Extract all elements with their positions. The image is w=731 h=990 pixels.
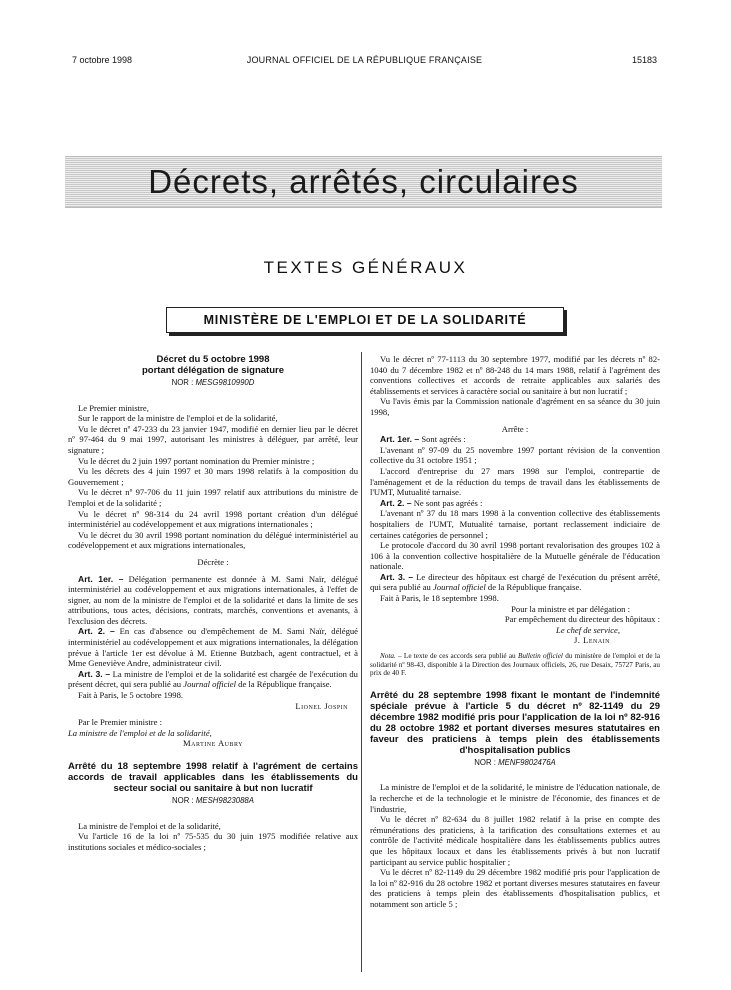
arrete1-article-3: Art. 3. – Le directeur des hôpitaux est chargé de l'exécution du présent arrêté, qui sera publié au Journal officiel de la République française. xyxy=(370,571,660,593)
decret-intro: Le Premier ministre, xyxy=(78,402,149,413)
arrete2-visa: Vu le décret nº 82-1149 du 29 décembre 1982 modifié pris pour l'application de la loi nº 82-916 du 28 octobre 1982 et portant diverses mesures statutaires en faveur des praticiens à temps plein des établissements d'hospitalisation publics, et notamment son article 5 ; xyxy=(370,867,660,909)
arrete1-arrete: Arrête : xyxy=(501,423,529,434)
decret-decrete: Décrète : xyxy=(197,556,229,567)
header-journal-title: JOURNAL OFFICIEL DE LA RÉPUBLIQUE FRANÇAISE xyxy=(246,55,483,65)
arrete1-chef: Le chef de service, xyxy=(556,624,620,635)
decret-visa: Vu les décrets des 4 juin 1997 et 30 mars 1998 relatifs à la composition du Gouvernement ; xyxy=(68,466,358,487)
arrete1-title: Arrêté du 18 septembre 1998 relatif à l'agrément de certains accords de travail applicables dans les établissements du secteur social ou sanitaire à but non lucratif xyxy=(68,761,358,794)
arrete1-article-1: Art. 1er. – Sont agréés : xyxy=(380,434,466,445)
arrete1-chef-name: J. Lenain xyxy=(573,635,610,646)
arrete1-nota: Nota. – Le texte de ces accords sera publié au Bulletin officiel du ministère de l'emploi et de la solidarité nº 98-43, disponible à la Direction des Journaux officiels, 26, rue Desaix, 75727 Paris, au prix de 40 F. xyxy=(370,652,661,678)
column-divider xyxy=(361,352,362,972)
decret-article-1: Art. 1er. – Délégation permanente est donnée à M. Sami Naïr, délégué interministériel au codéveloppement et aux migrations internationales, à l'effet de signer, au nom de la ministre de l'emploi et de la solidarité et dans la limite de ses attributions, tous actes, décisions, contrats, marchés, conventions et avenants, à l'exclusion des décrets. xyxy=(68,573,358,626)
arrete2-title: Arrêté du 28 septembre 1998 fixant le montant de l'indemnité spéciale prévue à l'article 5 du décret nº 82-1149 du 29 décembre 1982 modifié pris pour l'application de la loi nº 82-916 du 28 octobre 1982 et portant diverses mesures statutaires en faveur des praticiens à temps plein des établissements d'hospitalisation publics xyxy=(370,689,660,756)
decret-visa: Vu le décret du 30 avril 1998 portant nomination du délégué interministériel au codéveloppement et aux migrations internationales, xyxy=(68,529,358,551)
header-page-number: 15183 xyxy=(631,55,657,65)
header-date: 7 octobre 1998 xyxy=(72,55,133,65)
decret-article-3: Art. 3. – La ministre de l'emploi et de la solidarité est chargée de l'exécution du présent décret, qui sera publié au Journal officiel de la République française. xyxy=(68,668,358,690)
ministry-title: MINISTÈRE DE L'EMPLOI ET DE LA SOLIDARITÉ xyxy=(203,313,527,327)
decret-visa: Vu le décret nº 98-314 du 24 avril 1998 portant création d'un délégué interministériel au codéveloppement et aux migrations internationales ; xyxy=(68,508,358,530)
arrete2-nor: NOR : MENF9802476A xyxy=(474,757,556,767)
ministry-box xyxy=(166,307,564,333)
decret-article-2: Art. 2. – En cas d'absence ou d'empêchement de M. Sami Naïr, délégué interministériel au codéveloppement et aux migrations internationales, la délégation prévue à l'article 1er est dévolue à M. Etienne Butzbach, agent contractuel, et à Mme Geneviève Andre, administrateur civil. xyxy=(68,626,358,669)
decret-visa: Vu le décret nº 97-706 du 11 juin 1997 relatif aux attributions du ministre de l'emploi et de la solidarité ; xyxy=(68,487,358,508)
arrete1-fait: Fait à Paris, le 18 septembre 1998. xyxy=(380,593,499,604)
decret-title: Décret du 5 octobre 1998 portant délégation de signature xyxy=(142,354,284,376)
section-banner xyxy=(65,156,662,208)
arrete1-item: L'avenant nº 97-09 du 25 novembre 1997 portant révision de la convention collective du 31 octobre 1951 ; xyxy=(370,444,660,466)
arrete1-visa: Vu l'avis émis par la Commission nationale d'agrément en sa séance du 30 juin 1998, xyxy=(370,396,660,417)
right-column xyxy=(370,354,660,910)
arrete1-pour: Pour la ministre et par délégation : xyxy=(511,603,630,614)
arrete1-par-empechement: Par empêchement du directeur des hôpitaux : xyxy=(504,614,660,625)
arrete1-item: L'accord d'entreprise du 27 mars 1998 sur l'emploi, contrepartie de l'aménagement et de la réduction du temps de travail dans les établissements de l'UMT, Mutualité tarnaise. xyxy=(370,465,660,498)
arrete1-intro: La ministre de l'emploi et de la solidarité, xyxy=(78,820,221,831)
arrete2-intro: La ministre de l'emploi et de la solidarité, le ministre de l'éducation nationale, de la recherche et de la technologie et le ministre de l'économie, des finances et de l'industrie, xyxy=(370,782,660,814)
decret-visa: Vu le décret nº 47-233 du 23 janvier 1947, modifié en dernier lieu par le décret nº 97-464 du 9 mai 1997, autorisant les ministres à déléguer, par arrêté, leur signature ; xyxy=(68,423,358,455)
arrete2-visa: Vu le décret nº 82-634 du 8 juillet 1982 relatif à la prise en compte des rémunérations des praticiens, à la tarification des consultations externes et au contrôle de l'activité médicale hospitalière dans les établissements publics autres que les hôpitaux locaux et dans les établissements privés à but non lucratif participant au service public hospitalier ; xyxy=(370,814,660,867)
section-title: TEXTES GÉNÉRAUX xyxy=(263,258,468,277)
decret-fait: Fait à Paris, le 5 octobre 1998. xyxy=(78,690,184,701)
decret-visa: Sur le rapport de la ministre de l'emploi et de la solidarité, xyxy=(78,413,278,424)
decret-ministre-name: Martine Aubry xyxy=(183,738,243,749)
arrete1-visa: Vu l'article 16 de la loi nº 75-535 du 30 juin 1975 modifiée relative aux institutions sociales et médico-sociales ; xyxy=(68,831,358,852)
decret-par-le: Par le Premier ministre : xyxy=(78,717,163,728)
arrete1-item: Le protocole d'accord du 30 avril 1998 portant revalorisation des groupes 102 à 106 à la convention collective hospitalière de la Mutuelle générale de l'éducation nationale. xyxy=(370,540,660,572)
banner-title: Décrets, arrêtés, circulaires xyxy=(148,163,579,200)
decret-nor: NOR : MESG9810990D xyxy=(171,378,255,387)
decret-visa: Vu le décret du 2 juin 1997 portant nomination du Premier ministre ; xyxy=(78,455,315,466)
arrete1-article-2: Art. 2. – Ne sont pas agréés : xyxy=(380,497,483,508)
left-column xyxy=(68,354,358,852)
arrete1-visa: Vu le décret nº 77-1113 du 30 septembre 1977, modifié par les décrets nº 82-1040 du 7 décembre 1982 et nº 88-248 du 14 mars 1988, relatif à l'agrément des conventions collectives et accords de retraite applicables aux salariés des établissements et services à caractère social ou sanitaire à but non lucratif ; xyxy=(370,354,660,396)
decret-ministre-title: La ministre de l'emploi et de la solidarité, xyxy=(68,727,212,738)
decret-signer: Lionel Jospin xyxy=(295,700,348,711)
arrete1-nor: NOR : MESH9823088A xyxy=(172,796,254,805)
arrete1-item: L'avenant nº 37 du 18 mars 1998 à la convention collective des établissements hospitaliers de l'UMT, Mutualité tarnaise, portant reclassement indiciaire de certaines catégories de personnel ; xyxy=(370,508,660,540)
